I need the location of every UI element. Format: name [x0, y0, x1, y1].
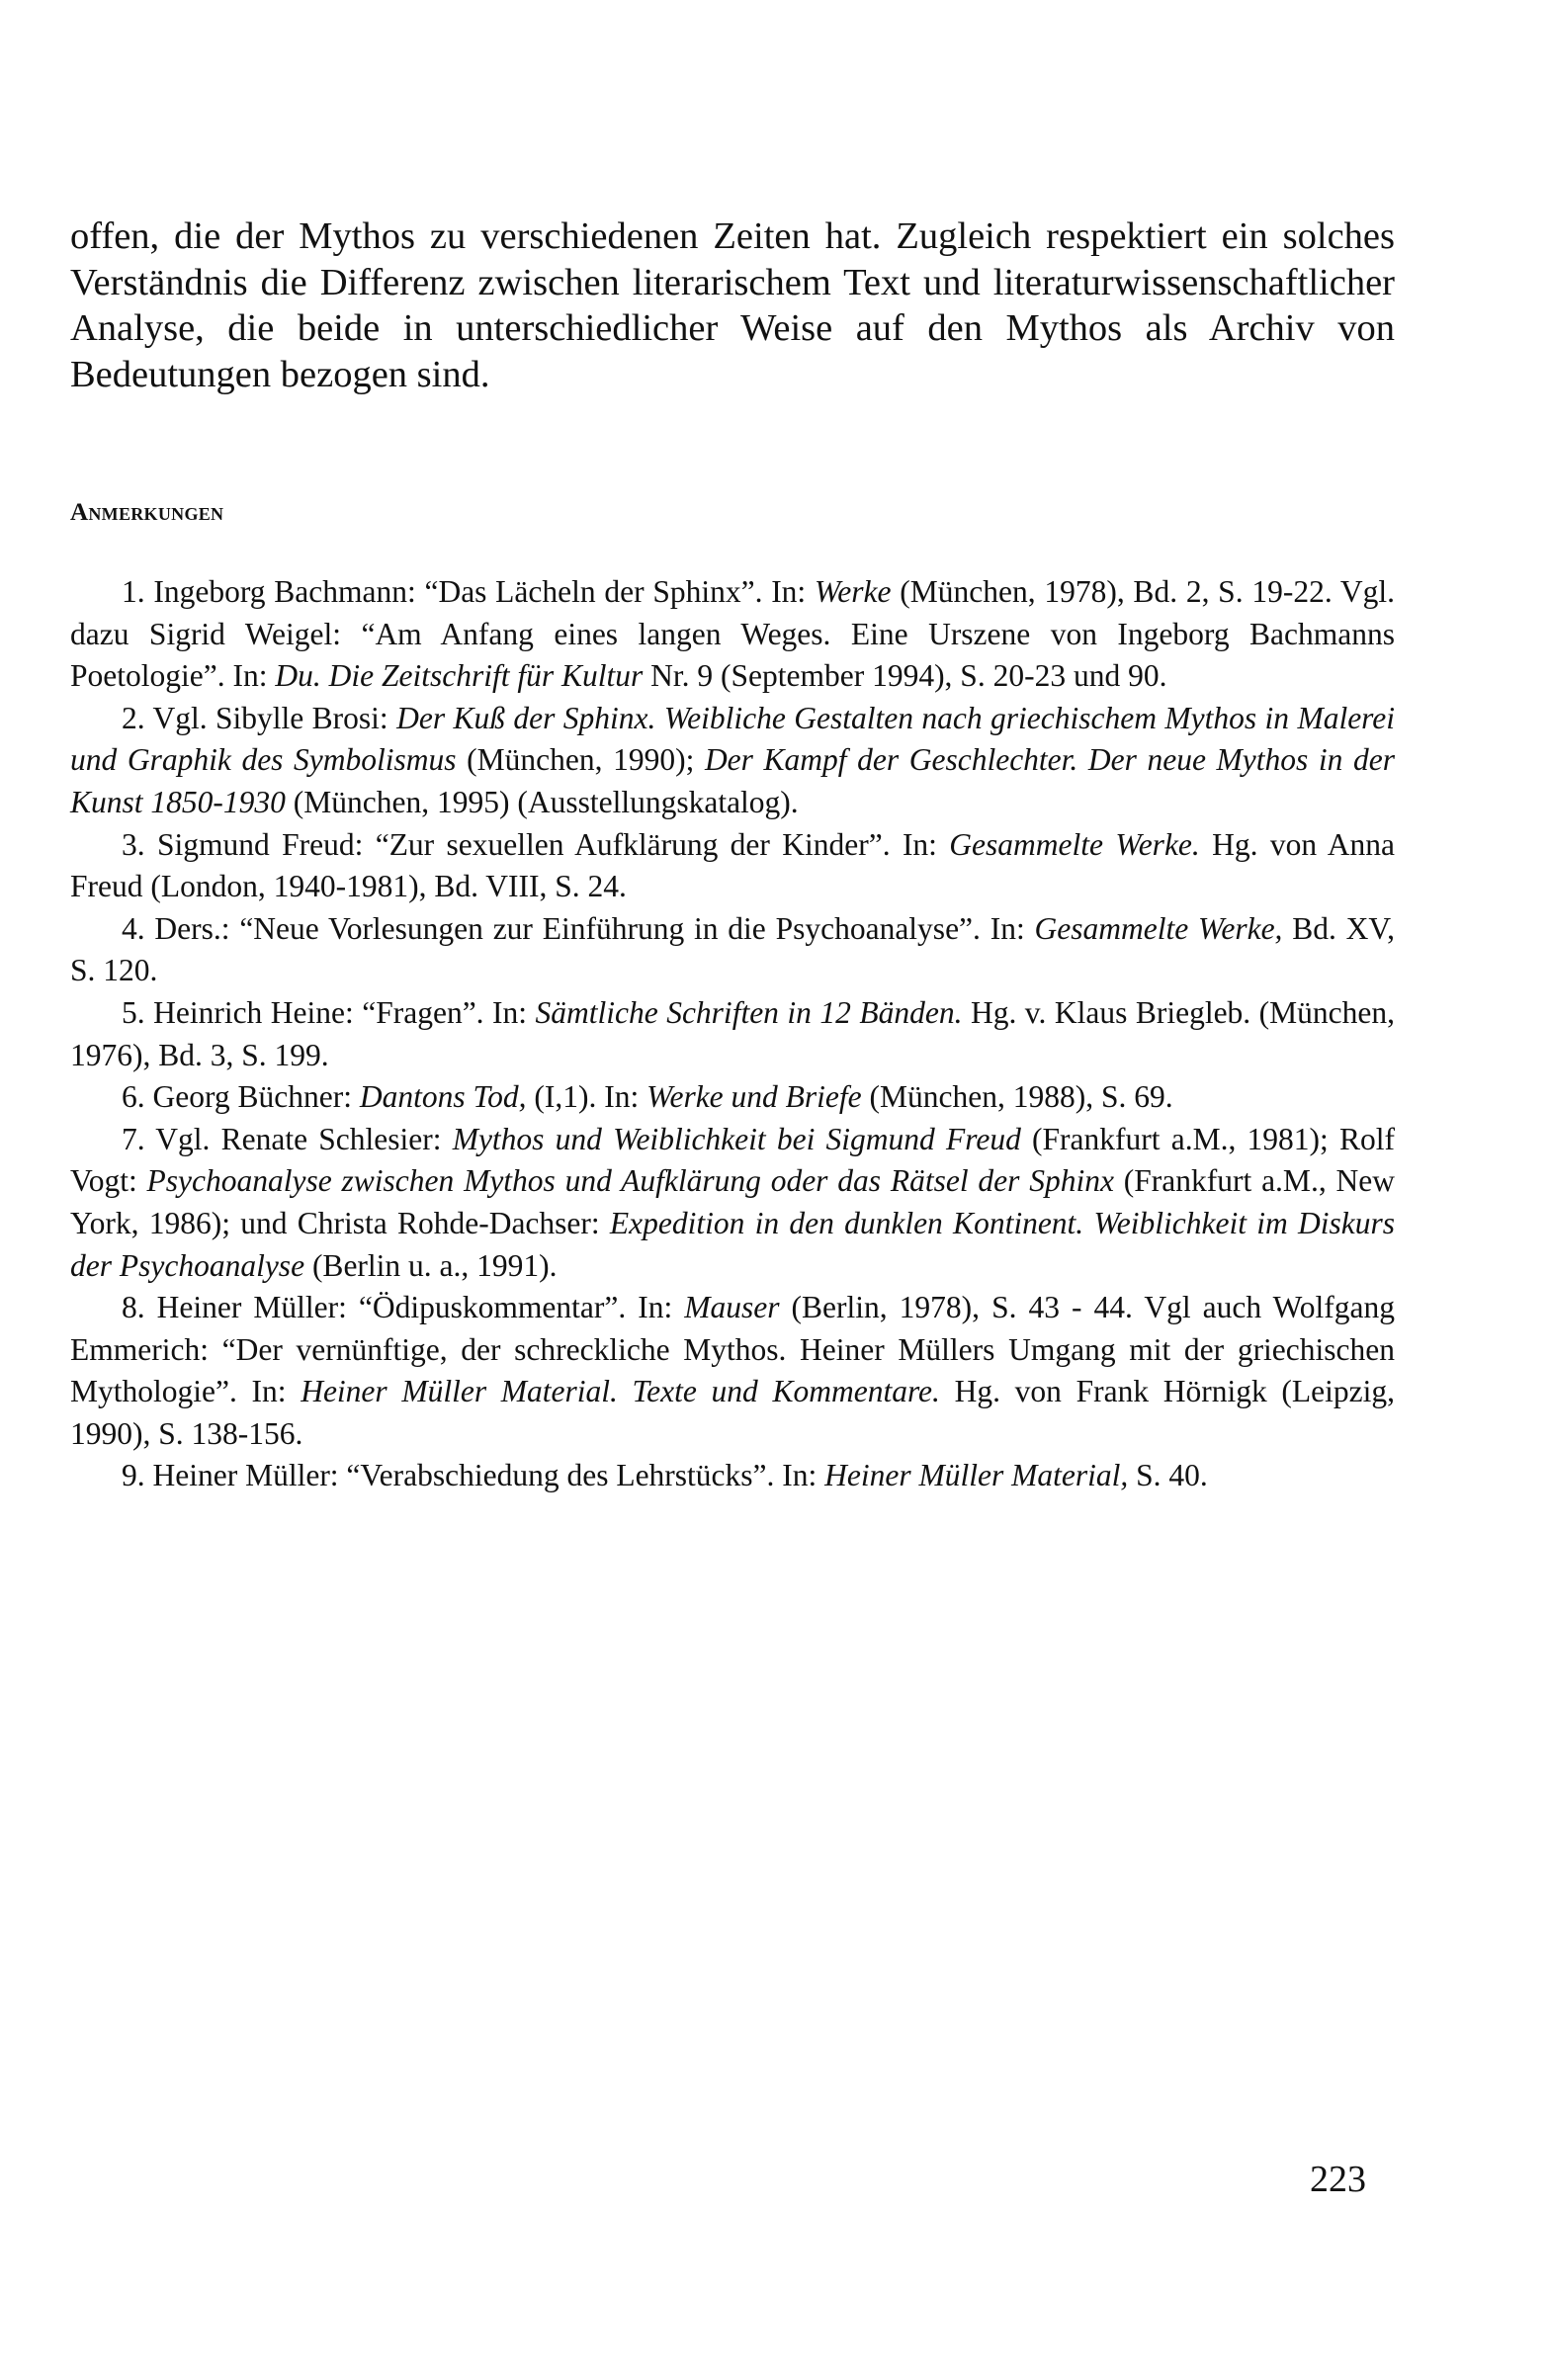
footnote-text: (Frankfurt a.M., 1981); Rolf Vogt: — [70, 1121, 1395, 1199]
footnote-text: (Berlin u. a., 1991). — [304, 1247, 558, 1283]
footnote-text: (I,1). In: — [526, 1079, 647, 1115]
footnote-title-italic: Mythos und Weiblichkeit bei Sigmund Freud — [452, 1121, 1021, 1156]
footnote-title-italic: Heiner Müller Material. Texte und Kommentare. — [301, 1374, 940, 1409]
footnote-text: Hg. v. Klaus Briegleb. (München, 1976), Bd. 3, S. 199. — [70, 994, 1395, 1072]
footnote-title-italic: Du. Die Zeitschrift für Kultur — [275, 658, 644, 694]
footnote-title-italic: Mauser — [684, 1290, 780, 1325]
footnote-text: Heinrich Heine: “Fragen”. In: — [144, 994, 536, 1030]
footnote-text: S. 40. — [1128, 1458, 1208, 1493]
footnote-title-italic: Der Kampf der Geschlechter. Der neue Mythos in der Kunst 1850-1930 — [70, 742, 1395, 819]
footnote-title-italic: Gesammelte Werke, — [1034, 910, 1283, 946]
footnote-number: 1. — [122, 574, 145, 609]
footnote-text: (Berlin, 1978), S. 43 - 44. Vgl auch Wolfgang Emmerich: “Der vernünftige, der schreckliche Mythos. Heiner Müllers Umgang mit der griechischen Mythologie”. In: — [70, 1290, 1396, 1409]
page-number: 223 — [1310, 2159, 1366, 2200]
footnote-text: (München, 1995) (Ausstellungskatalog). — [285, 784, 799, 819]
footnote-text: Ders.: “Neue Vorlesungen zur Einführung in die Psychoanalyse”. In: — [144, 910, 1035, 946]
footnote-text: Hg. von Anna Freud (London, 1940-1981), Bd. VIII, S. 24. — [70, 826, 1395, 904]
footnote-text: Sigmund Freud: “Zur sexuellen Aufklärung der Kinder”. In: — [144, 826, 950, 862]
footnote-title-italic: Dantons Tod, — [359, 1079, 527, 1115]
footnote-number: 7. — [122, 1121, 145, 1156]
footnote-3 — [70, 824, 1395, 908]
footnote-number: 2. — [122, 700, 145, 735]
footnote-5 — [70, 992, 1395, 1076]
footnote-text: Vgl. Sibylle Brosi: — [144, 700, 397, 735]
footnote-title-italic: Psychoanalyse zwischen Mythos und Aufklärung oder das Rätsel der Sphinx — [146, 1163, 1114, 1199]
footnote-text: Vgl. Renate Schlesier: — [144, 1121, 453, 1156]
footnote-8 — [70, 1287, 1395, 1455]
footnote-number: 3. — [122, 826, 145, 862]
footnote-title-italic: Gesammelte Werke. — [949, 826, 1200, 862]
footnote-4 — [70, 908, 1395, 992]
footnote-7 — [70, 1119, 1395, 1287]
footnote-text: Georg Büchner: — [144, 1079, 360, 1115]
footnote-text: (Frankfurt a.M., New York, 1986); und Christa Rohde-Dachser: — [70, 1163, 1395, 1240]
footnote-title-italic: Der Kuß der Sphinx. Weibliche Gestalten nach griechischem Mythos in Malerei und Graphik des Symbolismus — [70, 700, 1395, 778]
footnote-number: 6. — [122, 1079, 145, 1115]
footnote-number: 5. — [122, 994, 145, 1030]
footnote-text: (München, 1978), Bd. 2, S. 19-22. Vgl. dazu Sigrid Weigel: “Am Anfang eines langen Weges. Eine Urszene von Ingeborg Bachmanns Poetologie”. In: — [70, 574, 1395, 694]
footnote-title-italic: Expedition in den dunklen Kontinent. Weiblichkeit im Diskurs der Psychoanalyse — [70, 1205, 1395, 1283]
footnote-2 — [70, 698, 1395, 824]
footnote-6 — [70, 1076, 1395, 1119]
footnote-title-italic: Werke und Briefe — [646, 1079, 862, 1115]
footnote-title-italic: Werke — [814, 574, 892, 609]
footnote-number: 4. — [122, 910, 145, 946]
footnote-title-italic: Heiner Müller Material, — [824, 1458, 1129, 1493]
footnote-number: 8. — [122, 1290, 145, 1325]
intro-paragraph: offen, die der Mythos zu verschiedenen Zeiten hat. Zugleich respektiert ein solches Verständnis die Differenz zwischen literarischem Text und literaturwissenschaftlicher Analyse, die beide in unterschiedlicher Weise auf den Mythos als Archiv von Bedeutungen bezogen sind. — [70, 215, 1395, 395]
notes-heading: Anmerkungen — [70, 499, 224, 526]
footnote-text: Heiner Müller: “Verabschiedung des Lehrstücks”. In: — [144, 1458, 825, 1493]
footnote-1 — [70, 571, 1395, 698]
footnote-text: (München, 1990); — [456, 742, 705, 778]
footnote-text: Bd. XV, S. 120. — [70, 910, 1395, 988]
notes-list — [70, 571, 1395, 1497]
footnote-text: Ingeborg Bachmann: “Das Lächeln der Sphinx”. In: — [144, 574, 815, 609]
footnote-9 — [70, 1455, 1395, 1497]
footnote-number: 9. — [122, 1458, 145, 1493]
footnote-text: Hg. von Frank Hörnigk (Leipzig, 1990), S. 138-156. — [70, 1374, 1395, 1451]
footnote-text: Nr. 9 (September 1994), S. 20-23 und 90. — [643, 658, 1167, 694]
footnote-text: Heiner Müller: “Ödipuskommentar”. In: — [144, 1290, 685, 1325]
footnote-title-italic: Sämtliche Schriften in 12 Bänden. — [535, 994, 963, 1030]
footnote-text: (München, 1988), S. 69. — [861, 1079, 1173, 1115]
